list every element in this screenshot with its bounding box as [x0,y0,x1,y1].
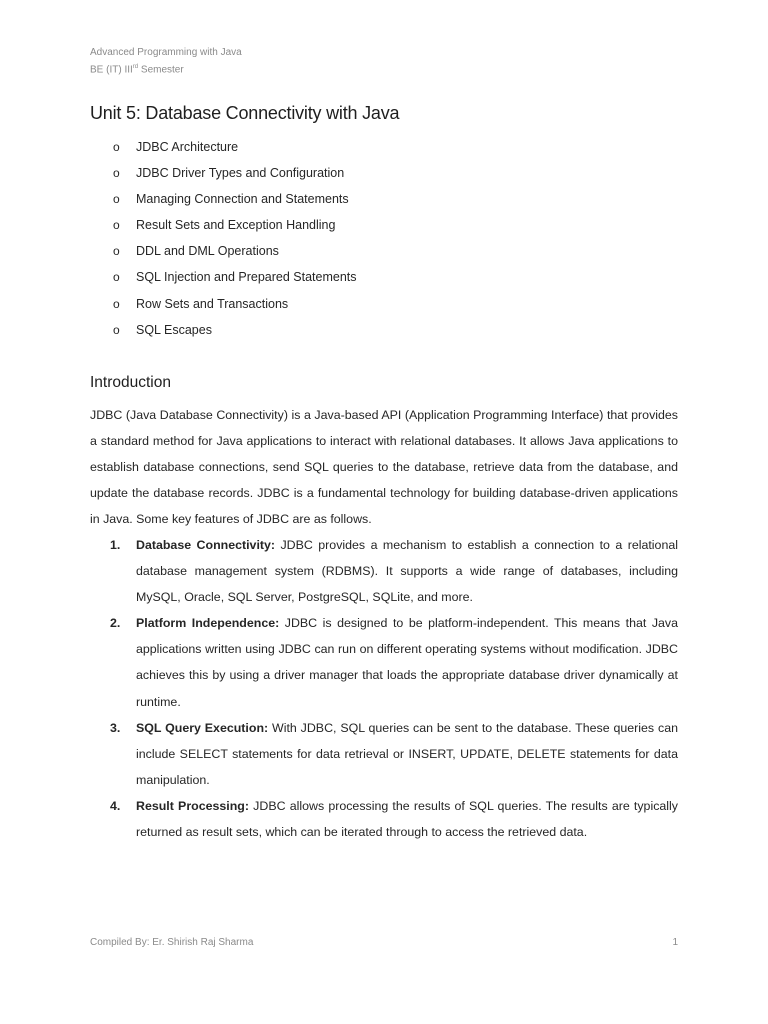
topic-item [90,240,357,266]
feature-term: Database Connectivity: [136,538,276,552]
introduction-heading: Introduction [90,374,171,391]
bullet-marker: o [113,218,120,233]
topic-label: Row Sets and Transactions [136,296,289,311]
topic-label: Managing Connection and Statements [136,192,349,207]
bullet-marker: o [113,244,120,259]
semester-suffix: Semester [138,64,184,76]
feature-text: JDBC provides a mechanism to establish a connection to a relational database management system (RDBMS). It supports a wide range of databases, including MySQL, Oracle, SQL Server, PostgreSQL, SQLite, and more. [136,538,678,605]
unit-title: Unit 5: Database Connectivity with Java [90,103,400,123]
course-name: Advanced Programming with Java [90,47,242,58]
topic-label: SQL Injection and Prepared Statements [136,270,357,285]
bullet-marker: o [113,296,120,311]
semester-prefix: BE (IT) III [90,64,133,76]
feature-list [90,532,678,845]
topic-label: SQL Escapes [136,322,212,337]
feature-number: 3. [110,720,121,735]
feature-item [90,610,678,714]
semester-ordinal: rd [132,64,139,70]
topic-label: JDBC Driver Types and Configuration [136,166,345,181]
feature-term: Result Processing: [136,798,249,813]
topic-item [90,136,357,162]
topic-item [90,319,357,345]
feature-item [90,532,678,610]
bullet-marker: o [113,140,120,154]
bullet-marker: o [113,166,120,181]
feature-number: 2. [110,616,121,631]
footer-compiled-by: Compiled By: Er. Shirish Raj Sharma [90,937,254,948]
page-header [90,46,242,77]
topic-item [90,188,357,214]
topic-item [90,293,357,319]
bullet-marker: o [113,192,120,207]
topic-item [90,162,357,188]
topic-list [90,136,357,345]
feature-number: 4. [110,798,121,813]
feature-text: JDBC allows processing the results of SQL queries. The results are typically returned as result sets, which can be iterated through to access the retrieved data. [136,798,678,840]
bullet-marker: o [113,270,120,285]
introduction-paragraph: JDBC (Java Database Connectivity) is a Java-based API (Application Programming Interface) that provides a standard method for Java applications to interact with relational databases. It allows Java applications to establish database connections, send SQL queries to the database, retrieve data from the database, and update the database records. JDBC is a fundamental technology for building database-driven applications in Java. Some key features of JDBC are as follows. [90,408,678,527]
topic-item [90,266,357,292]
topic-label: JDBC Architecture [136,140,239,154]
footer-page-number: 1 [672,937,678,948]
bullet-marker: o [113,322,120,337]
feature-text: JDBC is designed to be platform-independent. This means that Java applications written using JDBC can run on different operating systems without modification. JDBC achieves this by using a driver manager that loads the appropriate database driver dynamically at runtime. [136,616,678,709]
feature-text: With JDBC, SQL queries can be sent to the database. These queries can include SELECT statements for data retrieval or INSERT, UPDATE, DELETE statements for data manipulation. [136,720,678,787]
semester-line [90,60,242,77]
feature-term: Platform Independence: [136,616,280,631]
feature-number: 1. [110,538,121,552]
feature-item [90,793,678,845]
feature-item [90,715,678,793]
topic-item [90,214,357,240]
topic-label: DDL and DML Operations [136,244,279,259]
topic-label: Result Sets and Exception Handling [136,218,336,233]
feature-term: SQL Query Execution: [136,720,269,735]
